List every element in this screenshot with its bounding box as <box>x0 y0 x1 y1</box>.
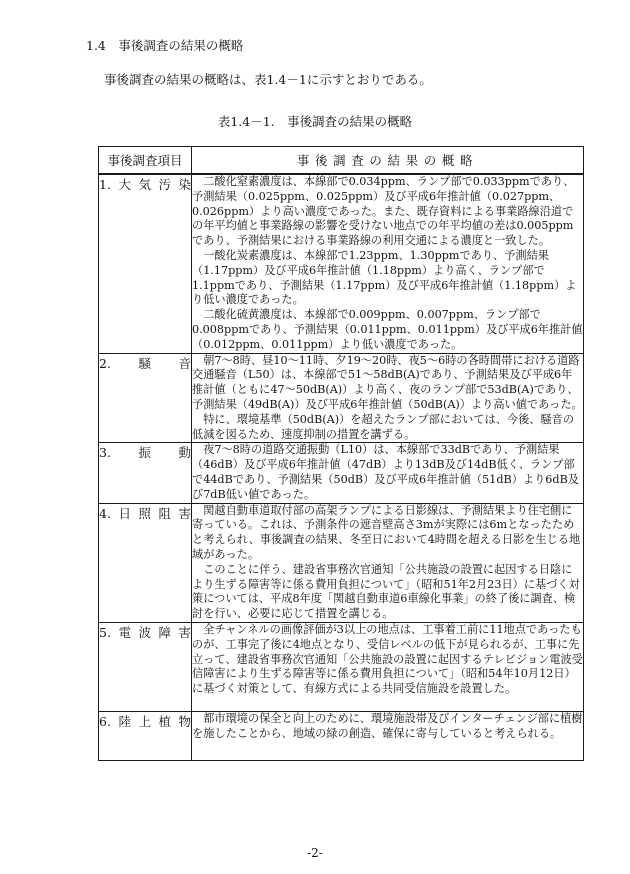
row-item-sunlight: 4.日照阻害 <box>99 503 192 622</box>
table-row <box>99 711 584 760</box>
summary-paragraph: 関越自動車道取付部の高架ランプによる日影線は、予測結果より住宅側に寄っている。これは、予測条件の遮音壁高さ3mが実際には6mとなったためと考えられ、事後調査の結果、冬至日において4時間を超える日影を生じる地域があった。 <box>192 503 581 561</box>
table-row <box>99 174 584 353</box>
row-summary <box>192 353 584 443</box>
section-heading: 1.4 事後調査の結果の概略 <box>86 38 244 53</box>
page-number: -2- <box>307 846 323 860</box>
row-item-radio-interference: 5.電波障害 <box>99 622 192 711</box>
table-caption: 表1.4－1. 事後調査の結果の概略 <box>217 114 413 129</box>
summary-paragraph: 特に、環境基準（50dB(A)）を超えたランプ部においては、今後、騒音の低減を図るため、速度抑制の措置を講ずる。 <box>192 412 575 441</box>
summary-paragraph: 一酸化炭素濃度は、本線部で1.23ppm、1.30ppmであり、予測結果（1.17ppm）及び平成6年推計値（1.18ppm）より高く、ランプ部で1.1ppmであり、予測結果（1.17ppm）及び平成6年推計値（1.18ppm）より低い濃度であった。 <box>192 248 577 307</box>
row-item-vegetation: 6.陸上植物 <box>99 711 192 760</box>
intro-text: 事後調査の結果の概略は、表1.4－1に示すとおりである。 <box>104 72 432 87</box>
row-item-air-pollution: 1.大気汚染 <box>99 174 192 353</box>
summary-paragraph: このことに伴う、建設省事務次官通知「公共施設の設置に起因する日陰により生ずる障害等に係る費用負担について」（昭和51年2月23日）に基づく対策については、平成8年度「関越自動車道6車線化事業」の終了後に調査、検討を行い、必要に応じて措置を講じる。 <box>192 562 580 621</box>
row-summary <box>192 622 584 711</box>
table-row <box>99 443 584 503</box>
table-row <box>99 622 584 711</box>
summary-paragraph: 夜7～8時の道路交通振動（L10）は、本線部で33dBであり、予測結果（46dB）及び平成6年推計値（47dB）より13dB及び14dB低く、ランプ部で44dBであり、予測結果（50dB）及び平成6年推計値（51dB）より6dB及び7dB低い値であった。 <box>192 443 579 501</box>
summary-paragraph: 朝7～8時、昼10～11時、夕19～20時、夜5～6時の各時間帯における道路交通騒音（L50）は、本線部で51～58dB(A)であり、予測結果及び平成6年推計値（ともに47～50dB(A)）より高く、夜のランプ部で53dB(A)であり、予測結果（49dB(A)）及び平成6年推計値（50dB(A)）より高い値であった。 <box>192 353 583 411</box>
row-item-noise: 2.騒音 <box>99 353 192 443</box>
header-result-summary: 事後調査の結果の概略 <box>192 147 584 175</box>
table-header-row <box>99 147 584 175</box>
row-summary <box>192 443 584 503</box>
summary-paragraph: 二酸化窒素濃度は、本線部で0.034ppm、ランプ部で0.033ppmであり、予測結果（0.025ppm、0.025ppm）及び平成6年推計値（0.027ppm、0.026ppm）より高い濃度であった。また、既存資料による事業路線沿道での年平均値と事業路線の影響を受けない地点での年平均値の差は0.005ppmであり、予測結果における事業路線の利用交通による濃度と一致した。 <box>192 175 575 248</box>
row-item-vibration: 3.振動 <box>99 443 192 503</box>
summary-paragraph: 全チャンネルの画像評価が3以上の地点は、工事着工前に11地点であったものが、工事完了後に4地点となり、受信レベルの低下が見られるが、工事に先立って、建設省事務次官通知「公共施設の設置に起因するテレビジョン電波受信障害により生ずる障害等に係る費用負担について」（昭和54年10月12日）に基づく対策として、有線方式による共同受信施設を設置した。 <box>192 622 583 696</box>
results-table <box>98 146 584 761</box>
summary-paragraph: 二酸化硫黄濃度は、本線部で0.009ppm、0.007ppm、ランプ部で0.008ppmであり、予測結果（0.011ppm、0.011ppm）及び平成6年推計値（0.012ppm、0.011ppm）より低い濃度であった。 <box>192 308 583 351</box>
table-row <box>99 503 584 622</box>
header-survey-item: 事後調査項目 <box>99 147 192 175</box>
table-row <box>99 353 584 443</box>
row-summary <box>192 174 584 353</box>
row-summary <box>192 503 584 622</box>
row-summary <box>192 711 584 760</box>
summary-paragraph: 都市環境の保全と向上のために、環境施設帯及びインターチェンジ部に植樹を施したことから、地域の緑の創造、確保に寄与していると考えられる。 <box>192 711 583 740</box>
